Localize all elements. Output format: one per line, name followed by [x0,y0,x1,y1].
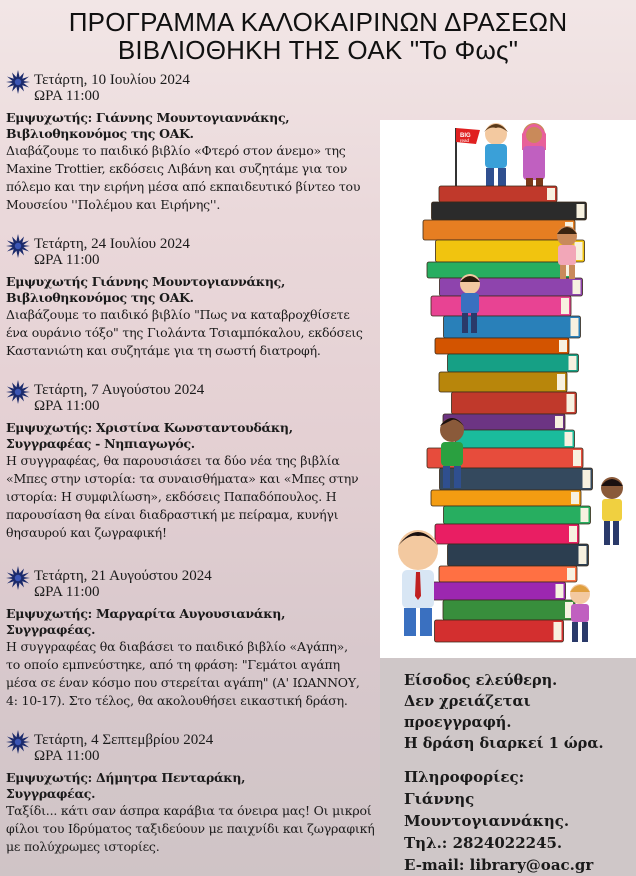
book [427,262,573,278]
book [431,296,571,316]
desc-line: φίλοι του Ιδρύματος ταξιδεύουν με παιχνίδι και ζωγραφική [6,821,375,836]
event-5 [6,732,378,856]
contact-info [404,766,636,876]
admission-free: Είσοδος ελεύθερη. [404,672,558,689]
event-time: ΩΡΑ 11:00 [34,88,100,104]
event-2 [6,236,378,360]
event-time: ΩΡΑ 11:00 [34,398,100,414]
event-host-role: Συγγραφέας - Νηπιαγωγός. [6,436,195,451]
book-pages [581,508,589,522]
flag-text: BIG [460,133,471,139]
contact-phone: Τηλ.: 2824022245. [404,834,563,852]
book [444,506,591,524]
book-pages [561,298,569,314]
book-pages [577,204,585,218]
star-icon [6,70,30,94]
desc-line: Ταξίδι... κάτι σαν άσπρα καράβια τα όνειρα μας! Οι μικροί [6,803,372,818]
event-host: Εμψυχωτής: Μαργαρίτα Αυγουσιανάκη, [6,606,286,621]
book-pages [567,394,575,412]
event-host-role: Συγγραφέας. [6,786,96,801]
book-pages [567,568,575,580]
child-figure [570,584,590,642]
book-pages [554,622,562,640]
desc-line: θησαυρού και ζωγραφική! [6,525,167,540]
book [439,186,557,202]
book [435,338,569,354]
desc-line: Μουσείου ''Πολέμου και Ειρήνης''. [6,197,221,212]
admission-info [404,670,636,754]
book [431,582,566,600]
event-description [6,802,378,856]
book [432,202,587,220]
book [439,566,577,582]
book-pages [573,280,581,294]
book [443,600,575,620]
desc-line: Διαβάζουμε το παιδικό βιβλίο «Φτερό στον άνεμο» της [6,143,346,158]
event-date: Τετάρτη, 24 Ιουλίου 2024 [34,236,190,252]
event-time: ΩΡΑ 11:00 [34,748,100,764]
event-3 [6,382,378,542]
desc-line: Η συγγραφέας θα διαβάσει το παιδικό βιβλίο «Αγάπη», [6,639,348,654]
title-line-1: ΠΡΟΓΡΑΜΜΑ ΚΑΛΟΚΑΙΡΙΝΩΝ ΔΡΑΣΕΩΝ [68,7,568,37]
child-figure [522,123,546,188]
no-registration: Δεν χρειάζεται προεγγραφή. [404,693,531,731]
book [448,354,579,372]
book [439,372,567,392]
event-time: ΩΡΑ 11:00 [34,252,100,268]
info-panel [380,658,636,876]
illustration-panel [380,120,636,658]
duration: Η δράση διαρκεί 1 ώρα. [404,735,604,752]
book-pages [557,374,565,390]
desc-line: Maxine Trottier, εκδόσεις Λιβάνη και συζητάμε για τον [6,161,348,176]
book-pages [547,188,555,200]
book-stack-illustration [380,120,636,658]
event-1 [6,72,378,214]
title-line-2: ΒΙΒΛΙΟΘΗΚΗ ΤΗΣ ΟΑΚ "Το Φως" [117,35,519,65]
book [435,524,579,544]
book-pages [559,340,567,352]
event-description [6,638,378,710]
event-description [6,306,378,360]
child-figure [601,477,623,545]
event-description [6,142,378,214]
event-date: Τετάρτη, 21 Αυγούστου 2024 [34,568,212,584]
book-pages [555,416,563,428]
book-pages [569,356,577,370]
book [423,220,575,240]
book-pages [569,526,577,542]
book-pages [565,432,573,446]
desc-line: με πολύχρωμες ιστορίες. [6,839,160,854]
contact-email[interactable]: E-mail: library@oac.gr [404,856,594,874]
event-4 [6,568,378,710]
book-pages [556,584,564,598]
event-date: Τετάρτη, 10 Ιουλίου 2024 [34,72,190,88]
desc-line: ένα ουράνιο τόξο" της Γιολάντα Τσιαμπόκαλου, εκδόσεις [6,325,363,340]
book [440,468,593,490]
event-host-role: Βιβλιοθηκονόμος της ΟΑΚ. [6,290,194,305]
desc-line: πόλεμο και την ειρήνη μέσα από εκπαιδευτικό βίντεο του [6,179,361,194]
book [431,490,581,506]
contact-name: Γιάννης Μουντογιαννάκης. [404,790,570,830]
event-host-role: Συγγραφέας. [6,622,96,637]
book-pages [583,470,591,488]
book-pages [573,450,581,466]
star-icon [6,566,30,590]
event-date: Τετάρτη, 7 Αυγούστου 2024 [34,382,205,398]
book-pages [571,492,579,504]
book [448,544,589,566]
desc-line: μέσα σε έναν κόσμο που στερείται αγάπη" (Α' ΙΩΑΝΝΟΥ, [6,675,360,690]
book [452,392,577,414]
event-host: Εμψυχωτής: Δήμητρα Πενταράκη, [6,770,246,785]
event-time: ΩΡΑ 11:00 [34,584,100,600]
book-pages [579,546,587,564]
desc-line: Διαβάζουμε το παιδικό βιβλίο "Πως να καταβροχθίσετε [6,307,350,322]
book-pages [571,318,579,336]
child-figure [398,530,438,636]
flag-text: read [460,138,470,143]
desc-line: Η συγγραφέας, θα παρουσιάσει τα δύο νέα της βιβλία [6,453,340,468]
star-icon [6,234,30,258]
book [435,620,564,642]
child-figure [484,123,508,186]
desc-line: 4: 10-17). Στο τέλος, θα ακολουθήσει εικαστική δράση. [6,693,348,708]
event-host: Εμψυχωτής Γιάννης Μουντογιαννάκης, [6,274,286,289]
contact-heading: Πληροφορίες: [404,768,525,786]
event-host: Εμψυχωτής: Χριστίνα Κωνσταντουδάκη, [6,420,293,435]
event-host: Εμψυχωτής: Γιάννης Μουντογιαννάκης, [6,110,290,125]
star-icon [6,730,30,754]
page-title [0,8,636,64]
desc-line: παρουσίαση θα είναι διαδραστική με πείραμα, κυνήγι [6,507,339,522]
desc-line: Καστανιώτη και συζητάμε για τη σωστή διατροφή. [6,343,321,358]
desc-line: «Μπες στην ιστορία: τα συναισθήματα» και «Μπες στην [6,471,359,486]
event-description [6,452,378,542]
desc-line: το οποίο εμπνεύστηκε, από τη φράση: "Γεμάτοι αγάπη [6,657,340,672]
desc-line: ιστορία: Η συμφιλίωση», εκδόσεις Παπαδόπουλος. Η [6,489,337,504]
star-icon [6,380,30,404]
event-host-role: Βιβλιοθηκονόμος της ΟΑΚ. [6,126,194,141]
event-date: Τετάρτη, 4 Σεπτεμβρίου 2024 [34,732,214,748]
book [456,430,575,448]
